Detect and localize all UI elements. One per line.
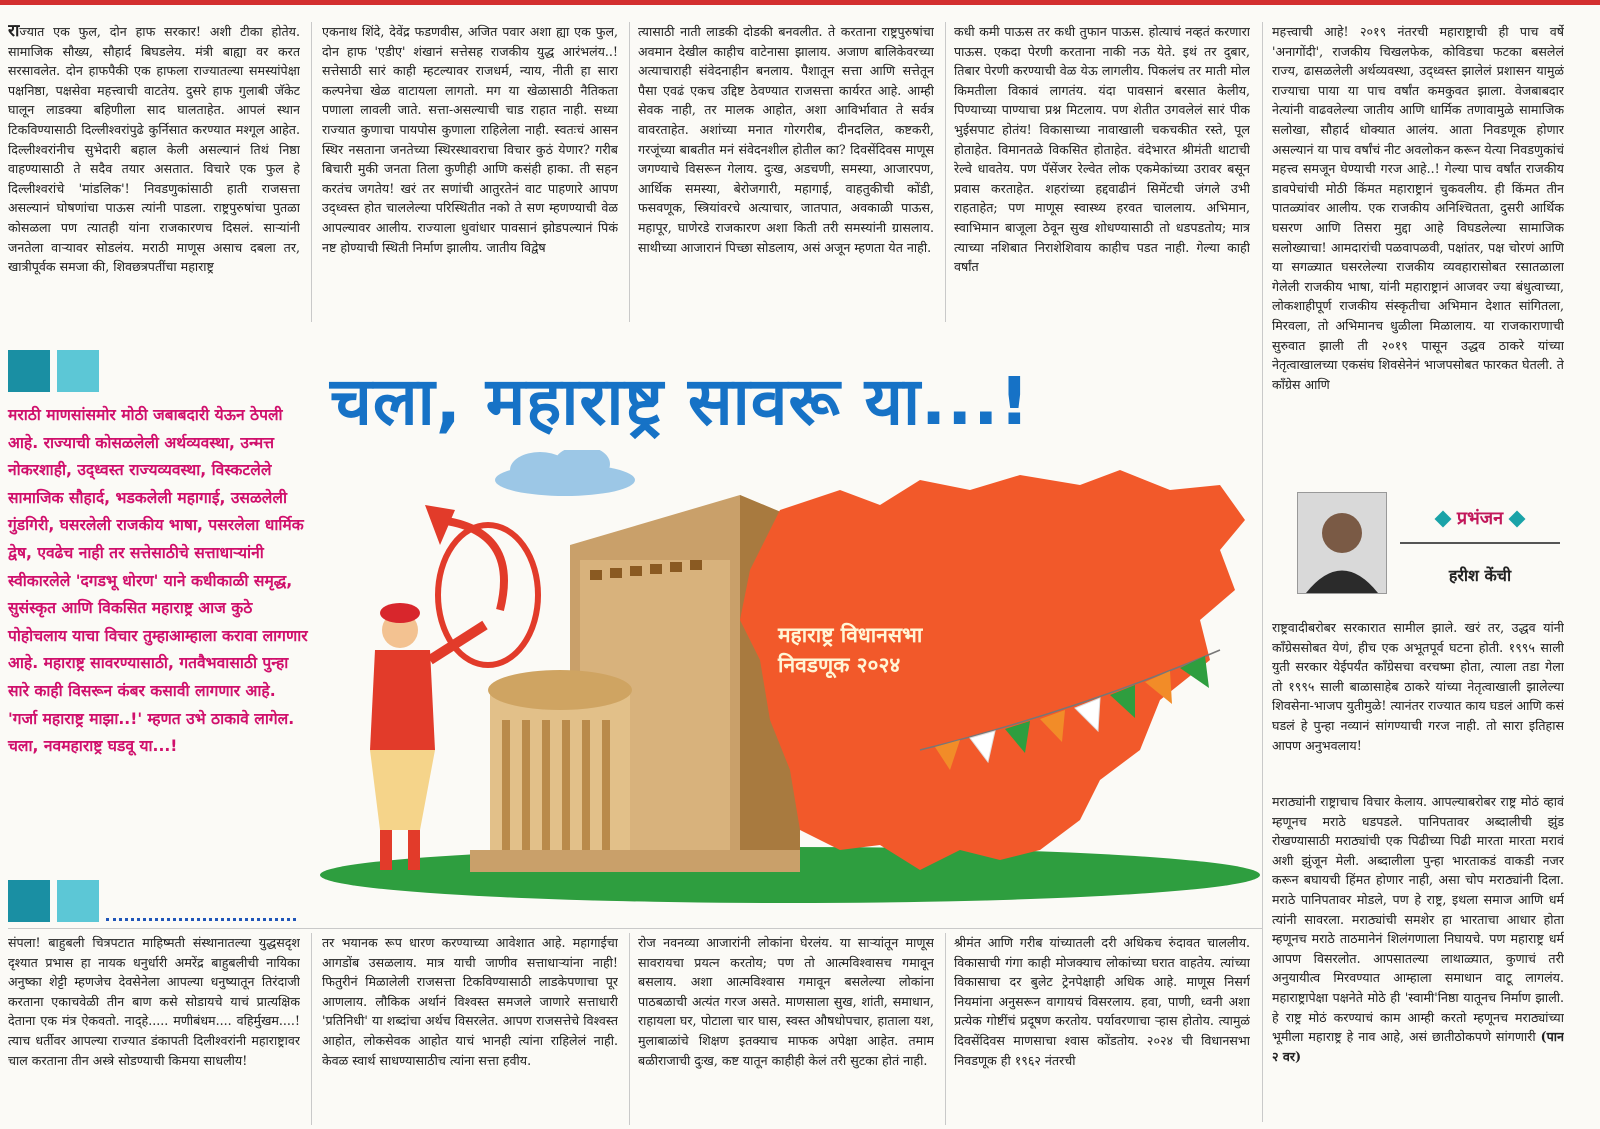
author-photo [1297,492,1387,594]
column-text: श्रीमंत आणि गरीब यांच्यातली दरी अधिकच रुंदावत चाललीय. विकासाची गंगा काही मोजक्याच लोकांच्या घरात वाहतेय. त्यांच्या विकासाचा दर बुलेट ट्रेनपेक्षाही अधिक आहे. माणूस निसर्ग नियमांना अनुसरून वागायचं विसरलाय. हवा, पाणी, ध्वनी अशा प्रत्येक गोष्टींचं प्रदूषण करतोय. पर्यावरणाचा ऱ्हास होतोय. त्यामुळं दिवसेंदिवस माणसाचा श्वास कोंडतोय. २०२४ ची विधानसभा निवडणूक ही १९६२ नंतरची [954,935,1250,1068]
column-divider [629,933,630,1125]
bottom-column-2 [322,933,618,1125]
decor-square-dark [8,350,50,392]
election-illustration [320,450,1260,910]
column-divider [1262,22,1263,1122]
column-divider [945,933,946,1125]
pull-quote: मराठी माणसांसमोर मोठी जबाबदारी येऊन ठेपली आहे. राज्याची कोसळलेली अर्थव्यवस्था, उन्मत्त नोकरशाही, उद्ध्वस्त राज्यव्यवस्था, विस्कटलेले सामाजिक सौहार्द, भडकलेली महागाई, उसळलेली गुंडगिरी, घसरलेली राजकीय भाषा, पसरलेला धार्मिक द्वेष, एवढेच नाही तर सत्तेसाठीचे सत्ताधाऱ्यांनी स्वीकारलेले 'दगडभू धोरण' याने कधीकाळी समृद्ध, सुसंस्कृत आणि विकसित महाराष्ट्र आज कुठे पोहोचलाय याचा विचार तुम्हाआम्हाला करावा लागणार आहे. महाराष्ट्र सावरण्यासाठी, गतवैभवासाठी पुन्हा सारे काही विसरून कंबर कसावी लागणार आहे. 'गर्जा महाराष्ट्र माझा..!' म्हणत उभे ठाकावे लागेल. चला, नवमहाराष्ट्र घडवू या...! [8,406,308,756]
column-text: त्यासाठी नाती लाडकी दोडकी बनवलीत. ते करताना राष्ट्रपुरुषांचा अवमान देखील काहीच वाटेनासा झालाय. अजाण बालिकेवरच्या अत्याचाराही संवेदनाहीन बनलाय. पैशातून सत्ता आणि सत्तेतून पैसा एवढं एकच उद्दिष्ट ठेवण्यात राजसत्ता कार्यरत आहे. आम्ही सेवक नाही, तर मालक आहोत, अशा आविर्भावात ते सर्वत्र वावरताहेत. अशांच्या मनात गोरगरीब, दीनदलित, कष्टकरी, गरजूंच्या बाबतीत मनं संवेदनशील होतील का? दिवसेंदिवस माणूस जगण्याचे विसरून गेलाय. दुःख, अडचणी, समस्या, आजारपण, आर्थिक समस्या, बेरोजगारी, महागाई, वाहतुकीची कोंडी, फसवणूक, स्त्रियांवरचे अत्याचार, जातपात, अवकाळी पाऊस, महापूर, घाणेरडे राजकारण अशा किती तरी समस्यांनी ग्रासलाय. साथीच्या आजारानं पिच्छा सोडलाय, असं अजून म्हणता येत नाही. [638,24,934,255]
column-text: तर भयानक रूप धारण करण्याच्या आवेशात आहे. महागाईचा आगडोंब उसळलाय. मात्र याची जाणीव सत्ताधाऱ्यांना नाही! फितुरीनं मिळालेली राजसत्ता टिकविण्यासाठी लाडकेपणाचा पूर आणलाय. लौकिक अर्थानं विश्वस्त समजले जाणारे सत्ताधारी 'प्रतिनिधी' या शब्दांचा अर्थच विसरलेत. आपण राजसत्तेचे विश्वस्त आहोत, लोकसेवक आहोत याचं भानही त्यांना राहिलेलं नाही. केवळ स्वार्थ साधण्यासाठीच त्यांना सत्ता हवीय. [322,935,618,1068]
column-text: महत्त्वाची आहे! २०१९ नंतरची महाराष्ट्राची ही पाच वर्षे 'अनागोंदी', राजकीय चिखलफेक, कोविडचा फटका बसलेलं राज्य, ढासळलेली अर्थव्यवस्था, उद्ध्वस्त झालेलं प्रशासन यामुळं राज्याचा पाया या पाच वर्षांत कमकुवत झाला. वेजबाबदार नेत्यांनी वाढवलेल्या जातीय आणि धार्मिक तणावामुळे सामाजिक सलोखा, सौहार्द धोक्यात आलंय. आता निवडणूक होणार असल्यानं या पाच वर्षांचं नीट अवलोकन करून येत्या निवडणुकांचं महत्त्व समजून घेण्याची गरज आहे..! गेल्या पाच वर्षांत राजकीय डावपेचांची मोठी किंमत महाराष्ट्रानं चुकवलीय. ही किंमत तीन पातळ्यांवर आलीय. एक राजकीय अनिश्चितता, दुसरी आर्थिक घसरण आणि तिसरा मुद्दा आहे विघडलेल्या सामाजिक सलोख्याचा! आमदारांची पळवापळवी, पक्षांतर, पक्ष चोरणं आणि या सगळ्यात घसरलेल्या राजकीय व्यवहारासोबत रसातळाला गेलेली राजकीय भाषा, यांनी महाराष्ट्रानं आजवर ज्या बंधुत्वाच्या, लोकशाहीपूर्ण राजकीय संस्कृतीचा अभिमान देशात सांगितला, मिरवला, तो अभिमानच धुळीला मिळालाय. या राजकाराणाची सुरुवात झाली ती २०१९ पासून उद्धव ठाकरे यांच्या नेतृत्वाखालच्या एकसंघ शिवसेनेनं भाजपसोबत फारकत घेतली. ते काँग्रेस आणि [1272,24,1564,392]
column-name: प्रभंजन [1456,508,1504,529]
column-divider [311,22,312,322]
decor-square-dark [8,880,50,922]
continued-marker: (पान २ वर) [1272,1029,1564,1064]
horizontal-divider [8,928,1262,929]
column-divider [311,933,312,1125]
author-byline [1400,506,1560,586]
column-label [1400,506,1560,530]
bottom-column-3 [638,933,934,1125]
top-red-rule [0,0,1600,5]
column-divider [629,22,630,322]
column-text: राष्ट्रवादीबरोबर सरकारात सामील झाले. खरं तर, उद्धव यांनी काँग्रेससोबत येणं, हीच एक अभूतपूर्व घटना होती. १९९५ साली युती सरकार येईपर्यंत काँग्रेसचा वरचष्मा होता, त्याला तडा गेला तो १९९५ साली बाळासाहेब ठाकरे यांच्या नेतृत्वाखाली झालेल्या शिवसेना-भाजप युतीमुळे! त्यानंतर राज्यात काय घडलं आणि कसं घडलं हे पुन्हा नव्यानं सांगण्याची गरज नाही. तो सारा इतिहास आपण अनुभवलाय! [1272,620,1564,753]
building-shape [470,495,800,872]
column-text: संपला! बाहुबली चित्रपटात माहिष्मती संस्थानातल्या युद्धसदृश दृश्यात प्रभास हा नायक धनुर्धारी अमरेंद्र बाहुबलीची नायिका अनुष्का शेट्टी म्हणजेच देवसेनेला आपल्या धनुष्यातून तिरंदाजी करताना एकाचवेळी तीन बाण कसे सोडायचे याचं प्रात्यक्षिक देताना एक मंत्र ऐकवतो. नाद्हे..... मणीबंधम.... वहिर्मुखम....! त्याच धर्तीवर आपल्या राज्यात डंकापती दिलीश्वरांनी महाराष्ट्रावर चाल करताना तीन अस्त्रे सोडण्याची किमया साधलीय! [8,935,300,1068]
author-name: हरीश केंची [1448,566,1512,585]
article-column-3 [638,22,934,322]
column-text: एकनाथ शिंदे, देवेंद्र फडणवीस, अजित पवार अशा ह्या एक फुल, दोन हाफ 'एडीए' शंखानं सत्तेसह राजकीय युद्ध आरंभलंय..! सत्तेसाठी सारं काही म्हटल्यावर राजधर्म, न्याय, नीती हा सारा कल्पनेचा खेळ वाटायला लागतो. मग या खेळासाठी नैतिकता पणाला लावली जाते. सत्ता-असल्याची चाड राहात नाही. सध्या राज्यात कुणाचा पायपोस कुणाला राहिलेला नाही. स्वतःचं आसन स्थिर नसताना जनतेच्या स्थिरस्थावराचा विचार कुठं येणार? गरीब बिचारी मुकी जनता तिला कुणीही आणि कसंही हाका. ती सहन करतंच जगतेय! खरं तर सणांची आतुरतेनं वाट पाहणारे आपण उद्ध्वस्त होत चाललेल्या परिस्थितीत नको ते सण म्हणण्याची वेळ आपल्यावर आलीय. राज्याला धुवांधार पावसानं झोडपल्यानं पिकं नष्ट होण्याची स्थिती निर्माण झालीय. जातीय विद्वेष [322,24,618,255]
article-column-5c [1272,792,1564,1126]
avatar [1298,493,1386,593]
diamond-icon [1509,511,1526,528]
dotted-rule [106,918,296,921]
cloud-shape [495,450,635,496]
bottom-column-4 [954,933,1250,1125]
column-divider [945,22,946,322]
diamond-icon [1434,511,1451,528]
article-column-5 [1272,22,1564,472]
article-column-1 [8,22,300,322]
byline-rule [1400,542,1560,544]
drop-cap: रा [8,22,20,41]
map-caption [778,620,922,680]
decor-square-light [57,350,99,392]
headline: चला, महाराष्ट्र सावरू या...! [330,363,1031,440]
article-column-2 [322,22,618,322]
article-column-5b [1272,618,1564,786]
decor-square-light [57,880,99,922]
bottom-column-1 [8,933,300,1125]
column-text: रोज नवनव्या आजारांनी लोकांना घेरलंय. या साऱ्यांतून माणूस सावरायचा प्रयत्न करतोय; पण तो आत्मविश्वासच गमावून बसलाय. अशा आत्मविश्वास गमावून बसलेल्या लोकांना पाठबळाची अत्यंत गरज असते. माणसाला सुख, शांती, समाधान, राहायला घर, पोटाला चार घास, स्वस्त औषधोपचार, हाताला यश, मुलाबाळांचे शिक्षण इतक्याच माफक अपेक्षा आहेत. तमाम बळीराजाची दुःख, कष्ट यातून काहीही केलं तरी सुटका होतं नाही. [638,935,934,1068]
column-text: मराठ्यांनी राष्ट्राचाच विचार केलाय. आपल्याबरोबर राष्ट्र मोठं व्हावं म्हणूनच मराठे धडपडले. पानिपतावर अब्दालीची झुंड रोखण्यासाठी मराठ्यांची एक पिढीच्या पिढी मारता मारता मरावं अशी झुंजून मेली. अब्दालीला पुन्हा भारताकडं वाकडी नजर करून बघायची हिंमत होणार नाही, असा चोप मराठ्यांनी दिला. मराठे पानिपतावर मोडले, पण हे राष्ट्र, इथला समाज आणि धर्म त्यांनी सावरला. मराठ्यांची समशेर हा भारताचा आधार होता म्हणूनच मराठे ताठमानेनं शिलंगणाला निघायचे. पण महाराष्ट्र धर्म आपण विसरलोत. आपसातल्या लाथाळ्यात, कुणाचं तरी अनुयायीत्व मिरवण्यात आम्हाला समाधान वाटू लागलंय. महाराष्ट्रापेक्षा पक्षनेते मोठे ही 'स्वामी'निष्ठा यातूनच निर्माण झाली. हे राष्ट्र मोठं करण्याचं काम आम्ही करतो म्हणूनच मराठ्यांच्या भूमीला महाराष्ट्र हे नाव आहे, असं छातीठोकपणे सांगणारी [1272,794,1564,1045]
article-column-4 [954,22,1250,322]
map-caption-line-1: महाराष्ट्र विधानसभा [778,623,923,647]
column-text: कधी कमी पाऊस तर कधी तुफान पाऊस. होत्याचं नव्हतं करणारा पाऊस. एकदा पेरणी करताना नाकी नऊ येते. इथं तर दुबार, तिबार पेरणी करण्याची वेळ येऊ लागलीय. पिकलंच तर माती मोल किमतीला विकावं लागतंय. यंदा पावसानं बरसात केलीय, पिण्याच्या पाण्याचा प्रश्न मिटलाय. पण शेतीत उगवलेलं सारं पीक भुईसपाट होतंय! विकासाच्या नावाखाली चकचकीत रस्ते, पूल होताहेत. विमानतळे विकसित होताहेत. वंदेभारत श्रीमंती थाटाची रेल्वे धावतेय. पण पॅसेंजर रेल्वेत लोक एकमेकांच्या उरावर बसून प्रवास करताहेत. शहरांच्या हद्दवाढीनं सिमेंटची जंगले उभी राहताहेत; पण माणूस स्वास्थ्य हरवत चाललाय. अभिमान, स्वाभिमान बाजूला ठेवून सुख शोधण्यासाठी तो धडपडतोय; मात्र त्याच्या नशिबात निराशेशिवाय काहीच पडत नाही. गेल्या काही वर्षांत [954,24,1250,275]
column-text: ज्यात एक फुल, दोन हाफ सरकार! अशी टीका होतेय. सामाजिक सौख्य, सौहार्द बिघडलेय. मंत्री बाह्या वर करत सरसावलेत. दोन हाफपैकी एक हाफला राज्यातल्या समस्यांपेक्षा पक्षनिष्ठा, पक्षसेवा महत्त्वाची वाटतेय. दुसरे हाफ गुलाबी जॅकेट घालून लाडक्या बहिणीला साद घालताहेत. आपलं स्थान टिकविण्यासाठी दिल्लीश्वरांपुढे कुर्निसात करण्यात मश्गूल आहेत. दिल्लीश्वरांनीच सुभेदारी बहाल केली असल्यानं तिथं निष्ठा वाहण्यासाठी ते सदैव तयार असतात. विचारे एक फुल हे दिल्लीश्वरांचे 'मांडलिक'! निवडणुकांसाठी हाती राजसत्ता असल्यानं घोषणांचा पाऊस त्यांनी पाडला. राष्ट्रपुरुषांचा पुतळा कोसळला पण त्यातही यांना राजकारणच दिसलं. साऱ्यांनी जनतेला वाऱ्यावर सोडलंय. मराठी माणूस असाच दबला तर, खात्रीपूर्वक समजा की, शिवछत्रपतींचा महाराष्ट्र [8,24,300,275]
map-caption-line-2: निवडणूक २०२४ [778,653,901,677]
